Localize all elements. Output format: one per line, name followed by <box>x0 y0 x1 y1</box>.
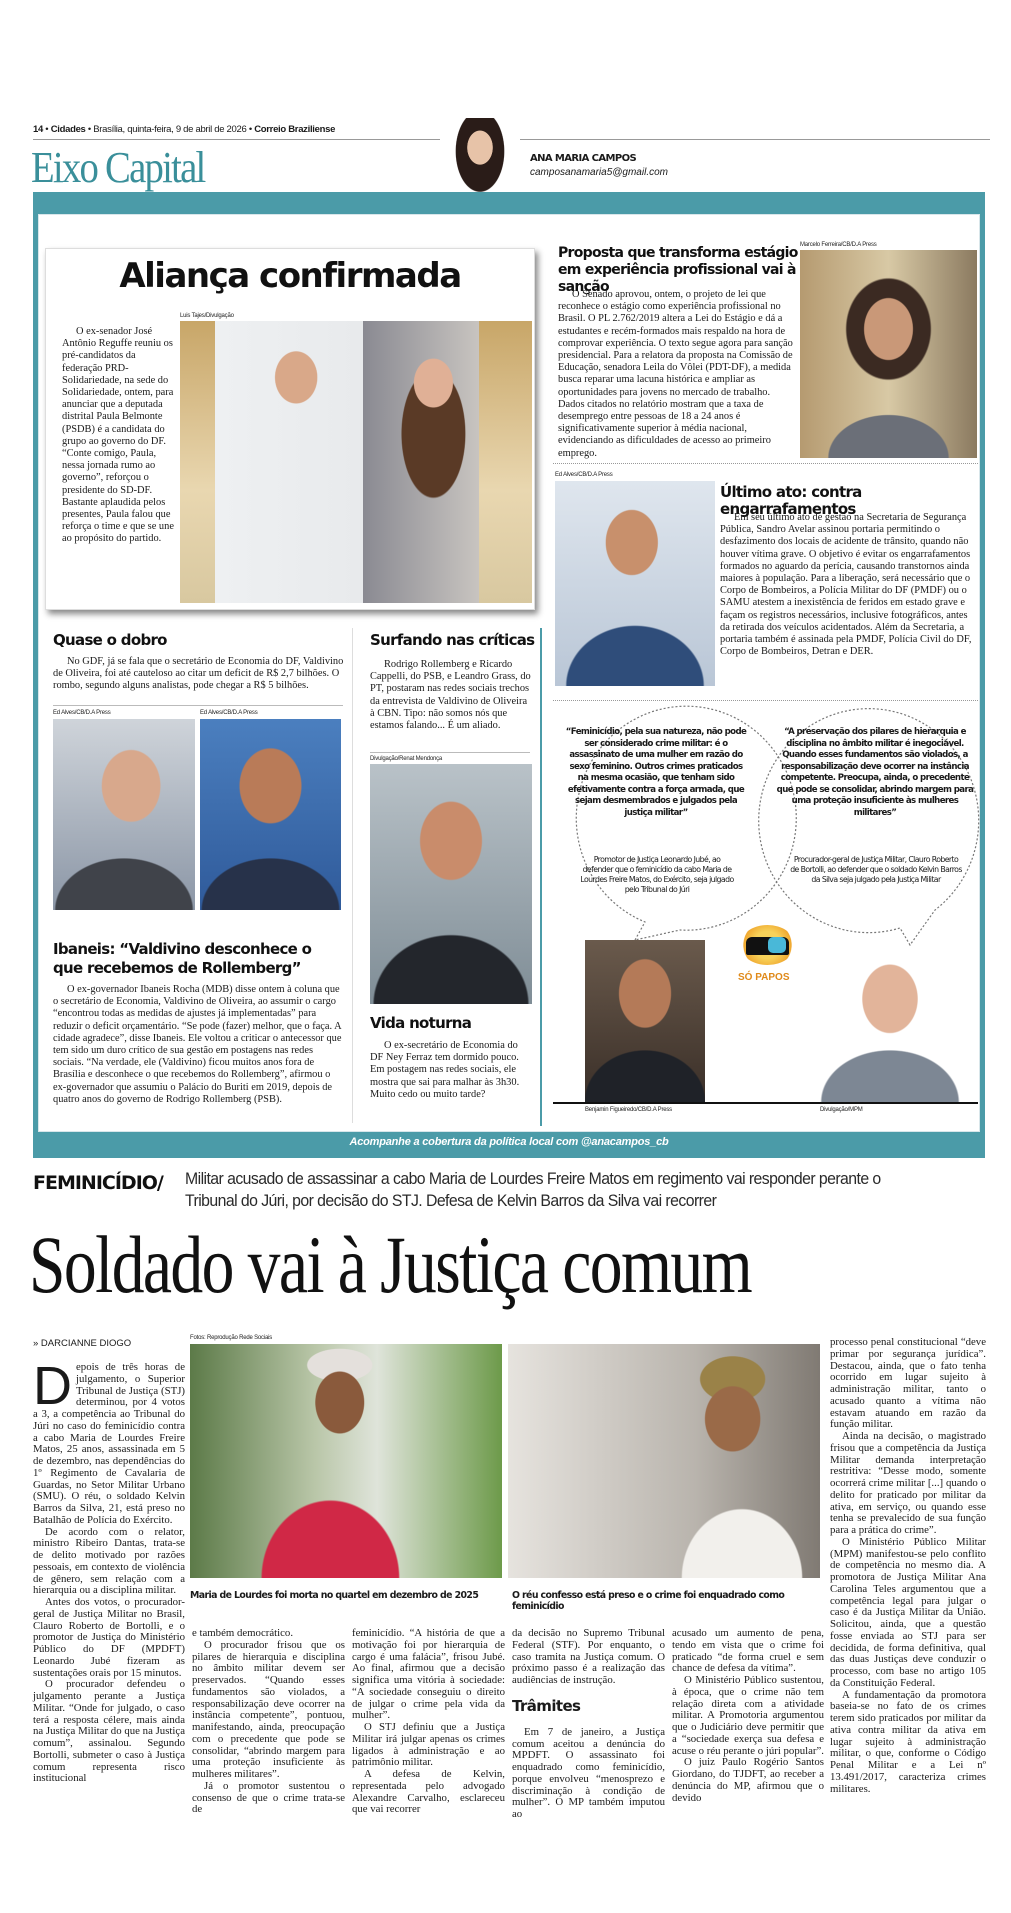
ibaneis-title: Ibaneis: “Valdivino desconhece o que recebemos de Rollemberg” <box>53 940 312 977</box>
section-name: Cidades <box>50 124 86 135</box>
paragraph: O procurador frisou que os pilares de hierarquia e disciplina no âmbito militar devem ser preservados. “Quando esses fundamentos são violados, a responsabilização deve ocorrer na instância competente”, pontuou, manifestando, ainda, preocupação com o precedente que pode se consolidar, “abrindo margem para uma proteção insuficiente às mulheres militares”. <box>192 1638 345 1780</box>
columnist-photo <box>440 118 520 192</box>
senator-photo <box>800 250 977 458</box>
paragraph: O Senado aprovou, ontem, o projeto de lei que reconhece o estágio como experiência profissional no Brasil. O PL 2.762/2019 altera a Lei do Estágio e dá a estudantes e recém-formados mais respaldo na hora de comprovar experiência. O texto segue agora para sanção presidencial. Para a relatora da proposta na Comissão de Educação, senadora Leila do Vôlei (PDT-DF), a medida busca reparar uma lacuna histórica e ampliar as oportunidades para jovens no mercado de trabalho. Dados citados no relatório mostram que a taxa de desemprego entre pessoas de 18 a 24 anos é significativamente superior à média nacional, evidenciando as dificuldades de acesso ao primeiro emprego. <box>558 289 793 459</box>
paragraph: No GDF, já se fala que o secretário de Economia do DF, Valdivino de Oliveira, foi até cauteloso ao citar um deficit de R$ 2,7 bilhões. O rombo, segundo alguns analistas, pode chegar a R$ 5 bilhões. <box>53 656 344 692</box>
article-kicker: FEMINICÍDIO/ <box>33 1172 163 1194</box>
photo-credit: Ed Alves/CB/D.A Press <box>555 472 613 478</box>
rollemberg-photo <box>53 719 195 910</box>
paragraph: O juiz Paulo Rogério Santos Giordano, do TJDFT, ao receber a denúncia do MP, afirmou que o devido <box>672 1756 824 1804</box>
ibaneis-text <box>53 984 345 1106</box>
bortolli-photo <box>820 948 960 1102</box>
photo-credit: Divulgação/Renat Mendonça <box>370 756 443 762</box>
estagio-title: Proposta que transforma estágio em experiência profissional vai à sanção <box>558 245 798 295</box>
valdivino-photo <box>370 764 532 1004</box>
article-col-1 <box>33 1356 185 1785</box>
quote-jube-attribution: Promotor de Justiça Leonardo Jubé, ao defender que o feminicídio da cabo Maria de Lourdes Freire Matos, do Exército, seja julgado pelo Tribunal do Júri <box>580 855 734 894</box>
caption-1: Maria de Lourdes foi morta no quartel em dezembro de 2025 <box>190 1590 479 1601</box>
column-divider <box>352 628 353 1123</box>
paragraph: da decisão no Supremo Tribunal Federal (STF). Por enquanto, o caso tramita na Justiça comum. O próximo passo é a realização das audiências de instrução. <box>512 1627 665 1686</box>
paragraph: feminicídio. “A história de que a motivação foi por hierarquia de cargo é uma falácia”, frisou Jubé. Ao final, afirmou que a decisão significa uma vitória à sociedade: “A sociedade conseguiu o direito de julgar o crime pela vida da mulher”. <box>352 1627 505 1722</box>
quase-title: Quase o dobro <box>53 631 167 649</box>
paragraph: O Ministério Público sustentou, à época, que o crime não tem relação direta com a atividade militar. A Promotoria argumentou que o Judiciário deve permitir que a “sociedade exerça sua defesa e acuse o réu perante o júri popular”. <box>672 1674 824 1757</box>
article-col-5 <box>672 1628 824 1804</box>
quote-jube: “Feminicídio, pela sua natureza, não pode ser considerado crime militar: é o assassinato de uma mulher em razão do sexo feminino. Outros crimes praticados na mesma ocasião, que tenham sido efetivamente contra a força armada, que sejam desmembrados e julgados pela justiça militar” <box>565 727 747 818</box>
quase-text <box>53 656 345 693</box>
photo-credit: Ed Alves/CB/D.A Press <box>53 710 111 716</box>
paragraph: O Ministério Público Militar (MPM) manifestou-se pelo conflito de competência no mesmo dia. A promotora de Justiça Militar Ana Carolina Teles argumentou que a competência legal para julgar o caso é da Justiça Militar da União. Solicitou, ainda, que a questão fosse enviada ao STJ para ser decidida, de forma definitiva, qual das duas Justiças deve conduzir o processo, com base no artigo 105 da Constituição Federal. <box>830 1535 986 1689</box>
column-title: Eixo Capital <box>31 143 205 192</box>
separator <box>370 752 530 753</box>
photo-credit: Benjamin Figueiredo/CB/D.A Press <box>585 1107 672 1113</box>
article-col-2 <box>192 1628 345 1816</box>
paragraph: processo penal constitucional “deve primar por segurança jurídica”. Destacou, ainda, que o fato tenha ocorrido em lugar sujeito à administração militar, tanto o acusado quanto a vítima não estavam atuando em razão da função militar. <box>830 1336 986 1431</box>
surfando-title: Surfando nas críticas <box>370 631 535 649</box>
date: Brasília, quinta-feira, 9 de abril de 2026 <box>93 124 247 135</box>
article-col-3 <box>352 1628 505 1816</box>
victim-photo <box>190 1344 502 1578</box>
paragraph: acusado um aumento de pena, tendo em vista que o crime foi praticado “de forma cruel e sem chance de defesa da vítima”. <box>672 1627 824 1675</box>
paragraph: O ex-secretário de Economia do DF Ney Ferraz tem dormido pouco. Em postagem nas redes sociais, ele mostra que sai para malhar às 3h30. Muito cedo ou muito tarde? <box>370 1040 520 1100</box>
surfando-text <box>370 659 532 732</box>
paragraph: O ex-governador Ibaneis Rocha (MDB) disse ontem à coluna que o secretário de Economia, Valdivino de Oliveira, ao assumir o cargo “encontrou todas as medidas de ajustes já implementadas” para reduzir o deficit orçamentário. “Se pode (fazer) melhor, que o faça. A cidade agradece”, disse Ibaneis. Ele voltou a criticar o antecessor que tem sido um duro crítico de sua gestão em postagens nas redes sociais. “Na verdade, ele (Valdivino) ficou muitos anos fora de Brasília e desconhece o que recebemos do Rollemberg”, afirmou o ex-governador que assumiu o Palácio do Buriti em 2019, depois de quatro anos do governo de Rodrigo Rollemberg (PSB). <box>53 984 342 1105</box>
so-papos-label: SÓ PAPOS <box>738 972 790 983</box>
separator <box>53 705 343 706</box>
page-number: 14 <box>33 124 43 135</box>
subtitle-tramites: Trâmites <box>512 1696 581 1715</box>
paragraph: De acordo com o relator, ministro Ribeiro Dantas, trata-se de delito motivado por razões pessoais, em contexto de violência de gênero, sem relação com a hierarquia ou a disciplina militar. <box>33 1525 185 1597</box>
paragraph: O STJ definiu que a Justiça Militar irá julgar apenas os crimes ligados à administração e ao patrimônio militar. <box>352 1721 505 1769</box>
separator <box>553 463 978 464</box>
byline: » DARCIANNE DIOGO <box>33 1338 132 1349</box>
photo-credit: Divulgação/MPM <box>820 1107 863 1113</box>
paragraph: Ainda na decisão, o magistrado frisou que a competência da Justiça Militar demanda interpretação restritiva: “Desse modo, somente ocorrerá crime militar [...] quando o delito for praticado por militar da ativa, em serviço, ou quando esse tenha se prevalecido de sua função para a prática do crime”. <box>830 1430 986 1536</box>
paragraph: Rodrigo Rollemberg e Ricardo Cappelli, do PSB, e Leandro Grass, do PT, postaram nas redes sociais trechos da entrevista de Valdivino de Oliveira à CBN. Tipo: não somos nós que estamos falando... É um aliado. <box>370 659 531 732</box>
ibaneis-photo <box>200 719 341 910</box>
paragraph: A fundamentação da promotora baseia-se no fato de os crimes terem sido praticados por militar da ativa contra militar da ativa em lugar sujeito à administração militar, o que, conforme o Código Penal Militar e a Lei nº 13.491/2017, caracteriza crimes militares. <box>830 1688 986 1795</box>
ultimo-title: Último ato: contra engarrafamentos <box>720 483 862 518</box>
vida-title: Vida noturna <box>370 1014 472 1032</box>
article-subhead: Militar acusado de assassinar a cabo Maria de Lourdes Freire Matos em regimento vai responder perante o Tribunal do Júri, por decisão do STJ. Defesa de Kelvin Barros da Silva vai recorrer <box>185 1169 881 1210</box>
columnist-email[interactable]: camposanamaria5@gmail.com <box>530 167 668 178</box>
columnist-name: ANA MARIA CAMPOS <box>530 153 637 164</box>
footer-bar-text[interactable]: Acompanhe a cobertura da política local com @anacampos_cb <box>349 1136 669 1148</box>
article-col-4 <box>512 1628 665 1821</box>
paragraph: Em seu último ato de gestão na Secretaria de Segurança Pública, Sandro Avelar assinou portaria permitindo o desfazimento dos locais de acidente de trânsito, quando não houver vítima grave. O objetivo é evitar os engarrafamentos formados no aguardo da perícia, causando transtornos ainda maiores à população. Para a liberação, será necessário que o Corpo de Bombeiros, a Polícia Militar do DF (PMDF) ou o SAMU atestem a inexistência de feridos em estado grave e façam os registros necessários, inclusive fotográficos, antes da retirada dos veículos acidentados. Além da Secretaria, a portaria também é assinada pela PMDF, Polícia Civil do DF, Corpo de Bombeiros, Detran e DER. <box>720 512 972 658</box>
photo-baseline <box>553 1102 978 1104</box>
article-col-6 <box>830 1337 986 1795</box>
ultimo-text <box>720 512 978 658</box>
paragraph: A defesa de Kelvin, representada pelo advogado Alexandre Carvalho, esclareceu que vai recorrer <box>352 1768 505 1816</box>
article-headline: Soldado vai à Justiça comum <box>29 1219 751 1310</box>
paragraph: Antes dos votos, o procurador-geral de Justiça Militar no Brasil, Clauro Roberto de Bortolli, e o promotor de Justiça do Ministério Público do DF (MPDFT) Leonardo Jubé fizeram as sustentações orais por 15 minutos. <box>33 1596 185 1679</box>
avelar-photo <box>555 481 715 686</box>
paragraph: O ex-senador José Antônio Reguffe reuniu os pré-candidatos da federação PRD-Solidariedade, na sede do Solidariedade, ontem, para anunciar que a deputada distrital Paula Belmonte (PSDB) é a candidata do grupo ao governo do DF. “Conte comigo, Paula, nessa jornada rumo ao governo”, reforçou o presidente do SD-DF. Bastante aplaudida pelos presentes, Paula falou que reforça o time e que se une ao propósito do partido. <box>62 326 174 545</box>
caption-2: O réu confesso está preso e o crime foi enquadrado como feminicídio <box>512 1590 785 1612</box>
paragraph: Em 7 de janeiro, a Justiça comum aceitou a denúncia do MPDFT. O assassinato foi enquadrado como feminicídio, porque envolveu “menosprezo e discriminação à condição de mulher”. O MP também imputou ao <box>512 1725 665 1820</box>
quote-bortolli: “A preservação dos pilares de hierarquia e disciplina no âmbito militar é inegociável. Quando esses fundamentos são violados, a responsabilização deve ocorrer na instância competente. Preocupa, ainda, o precedente que pode se consolidar, abrindo margem para uma proteção insuficiente às mulheres militares” <box>776 727 974 818</box>
paper-name: Correio Braziliense <box>254 124 336 135</box>
paragraph: O procurador defendeu o julgamento perante a Justiça Militar. “Onde for julgado, o caso terá a resposta célere, mais ainda na Justiça Militar do que na Justiça comum”, assinalou. Segundo Bortolli, submeter o caso à Justiça comum representa risco institucional <box>33 1678 185 1785</box>
soldier-photo <box>508 1344 820 1578</box>
photo-credit: Luis Tajes/Divulgação <box>180 313 234 319</box>
paragraph: epois de três horas de julgamento, o Superior Tribunal de Justiça (STJ) determinou, por 4 votos a 3, a competência ao Tribunal do Júri no caso do feminicídio contra a cabo Maria de Lourdes Freire Matos, 25 anos, assassinada em 5 de dezembro, nas dependências do 1º Regimento de Cavalaria de Guardas, no Setor Militar Urbano (SMU). O réu, o soldado Kelvin Barros da Silva, 21, está preso no Batalhão de Polícia do Exército. <box>33 1361 185 1526</box>
paragraph: e também democrático. <box>192 1627 294 1639</box>
vida-text <box>370 1040 530 1101</box>
photo-credit: Ed Alves/CB/D.A Press <box>200 710 258 716</box>
photo-credit: Fotos: Reprodução Rede Sociais <box>190 1335 273 1341</box>
so-papos-logo-icon <box>740 925 795 965</box>
alianca-photo <box>180 321 532 603</box>
dateline: 14 • Cidades • Brasília, quinta-feira, 9 de abril de 2026 • Correio Braziliense <box>33 124 336 135</box>
quote-bortolli-attribution: Procurador-geral de Justiça Militar, Clauro Roberto de Bortolli, ao defender que o soldado Kelvin Barros da Silva seja julgado pela Justiça Militar <box>790 855 962 884</box>
drop-cap: D <box>33 1356 72 1416</box>
estagio-text <box>558 289 793 460</box>
alianca-text <box>62 326 174 546</box>
alianca-title: Aliança confirmada <box>119 256 461 296</box>
paragraph: Já o promotor sustentou o consenso de que o crime trata-se de <box>192 1779 345 1816</box>
photo-credit: Marcelo Ferreira/CB/D.A Press <box>800 242 877 248</box>
jube-photo <box>585 940 705 1102</box>
